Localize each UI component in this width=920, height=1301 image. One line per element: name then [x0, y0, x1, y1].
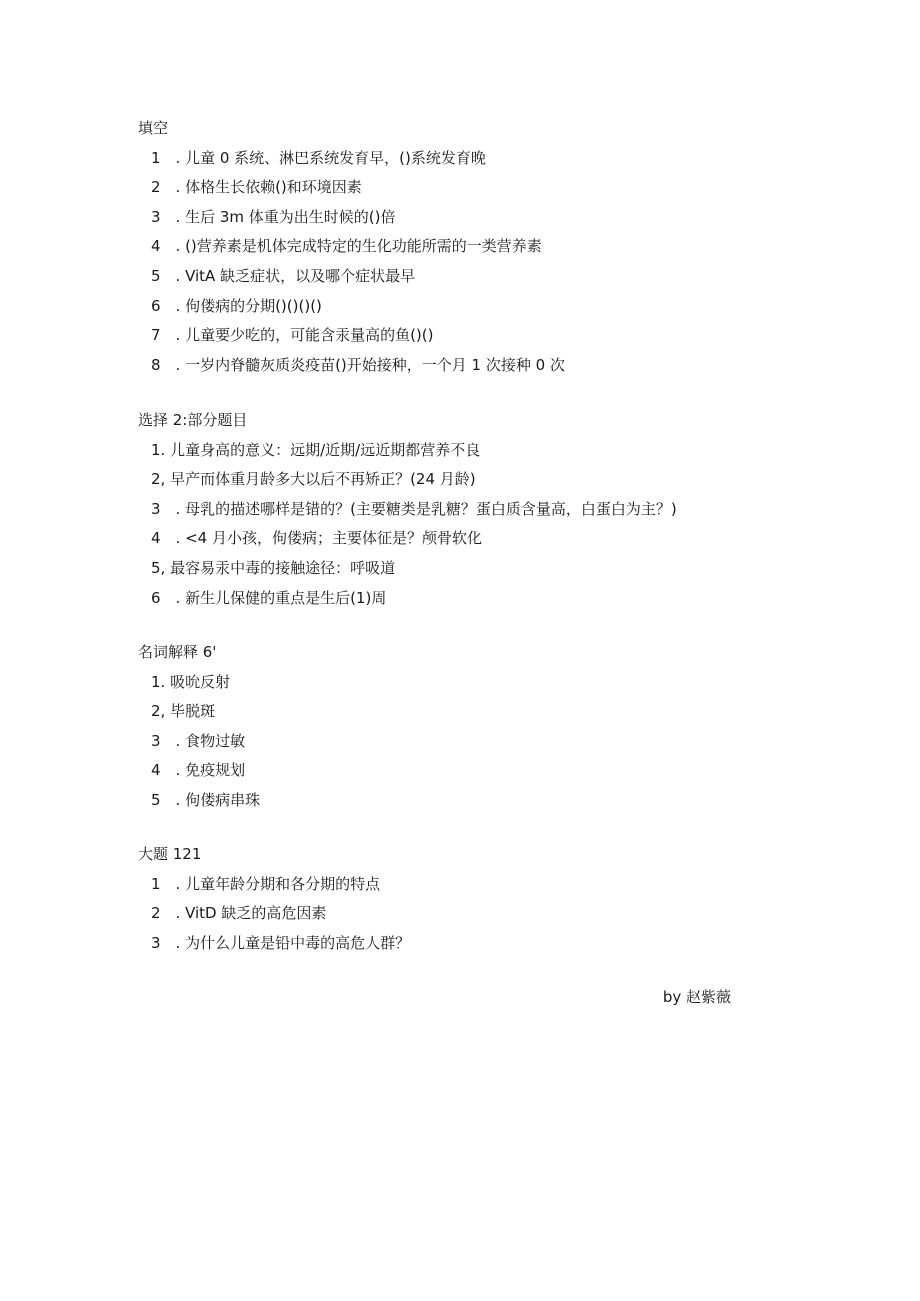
- terms-section: [138, 642, 818, 810]
- fill-blank-section: [138, 118, 818, 375]
- section-heading-essay: 大题 121: [138, 845, 202, 863]
- list-item: 1. 儿童身高的意义：远期/近期/远近期都营养不良: [151, 440, 481, 459]
- list-item: 5 . VitA 缺乏症状，以及哪个症状最早: [151, 266, 416, 285]
- essay-section: [138, 844, 818, 953]
- list-item: 2, 毕脱斑: [151, 702, 216, 721]
- list-item: 4 . <4 月小孩，佝偻病；主要体征是？颅骨软化: [151, 529, 482, 548]
- list-item: 1 . 儿童 0 系统、淋巴系统发育早，()系统发育晚: [151, 148, 486, 167]
- list-item: 4 . ()营养素是机体完成特定的生化功能所需的一类营养素: [151, 237, 542, 256]
- choice-section: [138, 410, 818, 608]
- list-item: 3 . 食物过敏: [151, 731, 246, 750]
- list-item: 6 . 新生儿保健的重点是生后(1)周: [151, 588, 387, 607]
- list-item: 3 . 为什么儿童是铅中毒的高危人群？: [151, 933, 411, 952]
- list-item: 3 . 生后 3m 体重为出生时候的()倍: [151, 207, 396, 226]
- list-item: 5, 最容易汞中毒的接触途径：呼吸道: [151, 558, 396, 577]
- author-signature: by 赵紫薇: [662, 988, 731, 1006]
- list-item: 2 . VitD 缺乏的高危因素: [151, 904, 327, 923]
- list-item: 6 . 佝偻病的分期()()()(): [151, 296, 322, 315]
- list-item: 3 . 母乳的描述哪样是错的？(主要糖类是乳糖？蛋白质含量高，白蛋白为主？): [151, 499, 677, 518]
- list-item: 2, 早产而体重月龄多大以后不再矫正？(24 月龄): [151, 470, 476, 489]
- list-item: 1. 吸吮反射: [151, 672, 231, 691]
- section-heading-terms: 名词解释 6': [138, 643, 217, 661]
- list-item: 2 . 体格生长依赖()和环境因素: [151, 178, 362, 197]
- list-item: 7 . 儿童要少吃的，可能含汞量高的鱼()(): [151, 326, 434, 345]
- list-item: 8 . 一岁内脊髓灰质炎疫苗()开始接种，一个月 1 次接种 0 次: [151, 355, 565, 374]
- list-item: 4 . 免疫规划: [151, 761, 246, 780]
- list-item: 5 . 佝偻病串珠: [151, 790, 261, 809]
- section-heading-choice: 选择 2:部分题目: [138, 411, 248, 429]
- list-item: 1 . 儿童年龄分期和各分期的特点: [151, 874, 381, 893]
- section-heading-fill-blank: 填空: [138, 119, 169, 137]
